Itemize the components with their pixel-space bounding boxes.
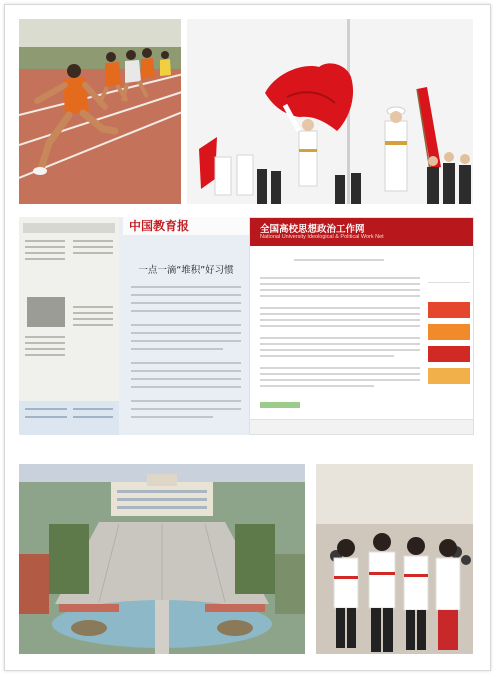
- website-title: 全国高校思想政治工作网: [260, 224, 365, 235]
- website-subtitle: National University Ideological & Political Work Net: [260, 234, 384, 240]
- campus-aerial-photo: [19, 464, 305, 654]
- website-article-lines: [254, 252, 424, 432]
- ceremony-illustration: [187, 19, 473, 204]
- flag-ceremony-photo: [187, 19, 473, 204]
- website-banner: [250, 218, 473, 246]
- website-footer: [250, 419, 473, 434]
- article-headline: 一点一滴“堆积”好习惯: [138, 265, 234, 276]
- runners-illustration: [19, 19, 181, 204]
- article-body-lines: [123, 281, 249, 431]
- newspaper-page-thumbnail: [19, 217, 119, 435]
- newspaper-clipping: [19, 217, 249, 435]
- website-sidebar: [428, 266, 470, 406]
- newspaper-layout-lines: [19, 217, 119, 435]
- track-sprint-photo: [19, 19, 181, 204]
- students-photo: [316, 464, 473, 654]
- newspaper-masthead: 中国教育报: [123, 217, 249, 235]
- campus-illustration: [19, 464, 305, 654]
- website-screenshot: [249, 217, 474, 435]
- students-illustration: [316, 464, 473, 654]
